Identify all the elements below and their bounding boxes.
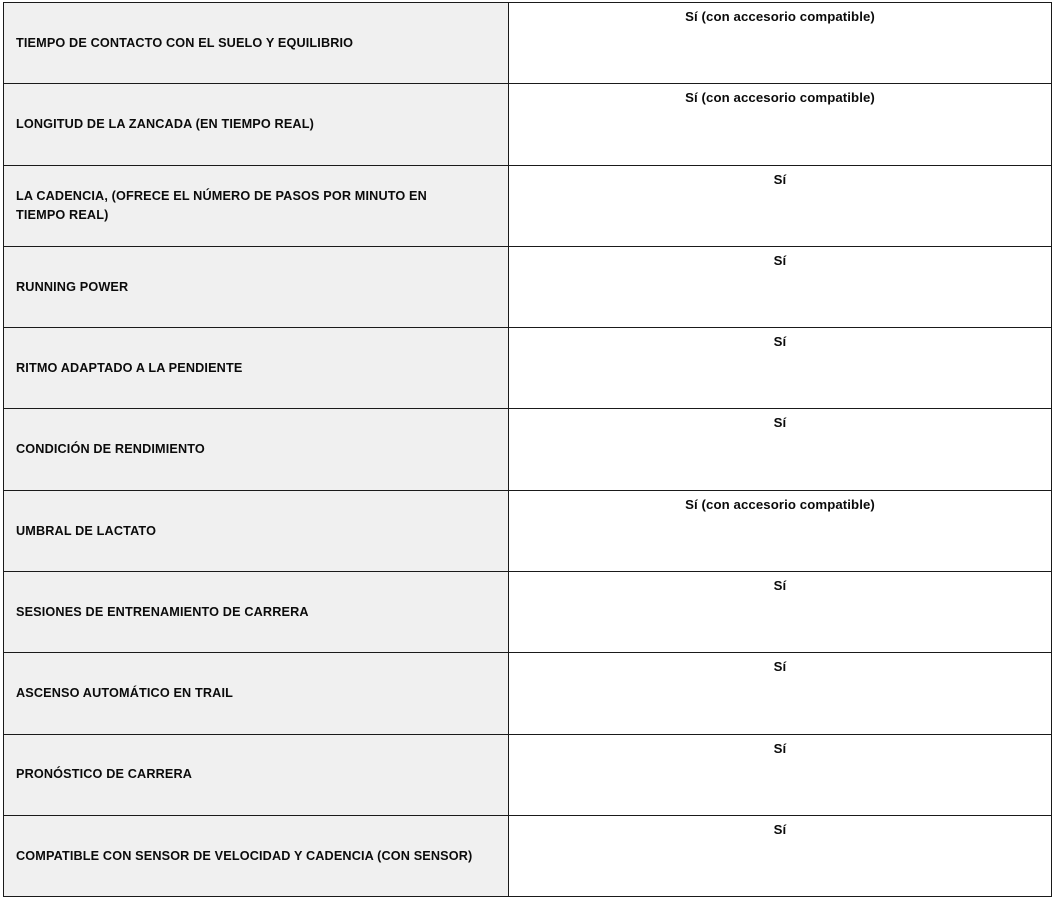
table-row — [4, 3, 1052, 84]
feature-label-cell — [4, 409, 509, 490]
feature-value-text: Sí — [773, 415, 787, 431]
feature-value-cell — [509, 490, 1052, 571]
feature-value-text: Sí — [773, 578, 787, 594]
feature-label-text: TIEMPO DE CONTACTO CON EL SUELO Y EQUILIBRIO — [16, 34, 354, 50]
feature-label-cell — [4, 734, 509, 815]
feature-value-text: Sí — [773, 252, 787, 268]
feature-value-text: Sí — [773, 334, 787, 350]
feature-label-cell — [4, 328, 509, 409]
table-row — [4, 328, 1052, 409]
table-row — [4, 246, 1052, 327]
feature-label-text: PRONÓSTICO DE CARRERA — [16, 766, 193, 782]
feature-value-text: Sí — [773, 740, 787, 756]
table-row — [4, 653, 1052, 734]
feature-label-text: COMPATIBLE CON SENSOR DE VELOCIDAD Y CADENCIA (CON SENSOR) — [16, 847, 473, 863]
feature-label-text: UMBRAL DE LACTATO — [16, 522, 157, 538]
feature-value-cell — [509, 409, 1052, 490]
table-row — [4, 734, 1052, 815]
feature-label-cell — [4, 246, 509, 327]
feature-label-text: LONGITUD DE LA ZANCADA (EN TIEMPO REAL) — [16, 116, 314, 132]
feature-label-text: SESIONES DE ENTRENAMIENTO DE CARRERA — [16, 603, 309, 619]
feature-value-cell — [509, 815, 1052, 896]
feature-label-cell — [4, 3, 509, 84]
feature-value-cell — [509, 653, 1052, 734]
table-row — [4, 572, 1052, 653]
table-row — [4, 84, 1052, 165]
feature-value-text: Sí (con accesorio compatible) — [685, 496, 875, 512]
feature-value-cell — [509, 84, 1052, 165]
feature-value-cell — [509, 572, 1052, 653]
feature-value-text: Sí (con accesorio compatible) — [685, 9, 875, 24]
feature-label-cell — [4, 84, 509, 165]
feature-value-cell — [509, 734, 1052, 815]
feature-label-text: ASCENSO AUTOMÁTICO EN TRAIL — [16, 685, 234, 701]
feature-label-cell — [4, 165, 509, 246]
feature-value-cell — [509, 3, 1052, 84]
feature-label-text: CONDICIÓN DE RENDIMIENTO — [16, 441, 205, 457]
feature-value-text: Sí — [773, 659, 787, 675]
feature-label-cell — [4, 815, 509, 896]
table-row — [4, 409, 1052, 490]
feature-value-cell — [509, 246, 1052, 327]
feature-value-cell — [509, 165, 1052, 246]
feature-value-text: Sí (con accesorio compatible) — [685, 90, 875, 106]
table-row — [4, 815, 1052, 896]
feature-value-text: Sí — [773, 171, 787, 187]
feature-label-text: RITMO ADAPTADO A LA PENDIENTE — [16, 359, 243, 375]
feature-label-text: LA CADENCIA, (OFRECE EL NÚMERO DE PASOS POR MINUTO EN TIEMPO REAL) — [16, 188, 427, 222]
table-row — [4, 490, 1052, 571]
feature-label-text: RUNNING POWER — [16, 278, 129, 294]
feature-value-text: Sí — [773, 821, 787, 837]
feature-label-cell — [4, 653, 509, 734]
feature-label-cell — [4, 490, 509, 571]
feature-comparison-table — [3, 2, 1052, 897]
feature-value-cell — [509, 328, 1052, 409]
feature-label-cell — [4, 572, 509, 653]
table-body — [4, 3, 1052, 897]
table-row — [4, 165, 1052, 246]
